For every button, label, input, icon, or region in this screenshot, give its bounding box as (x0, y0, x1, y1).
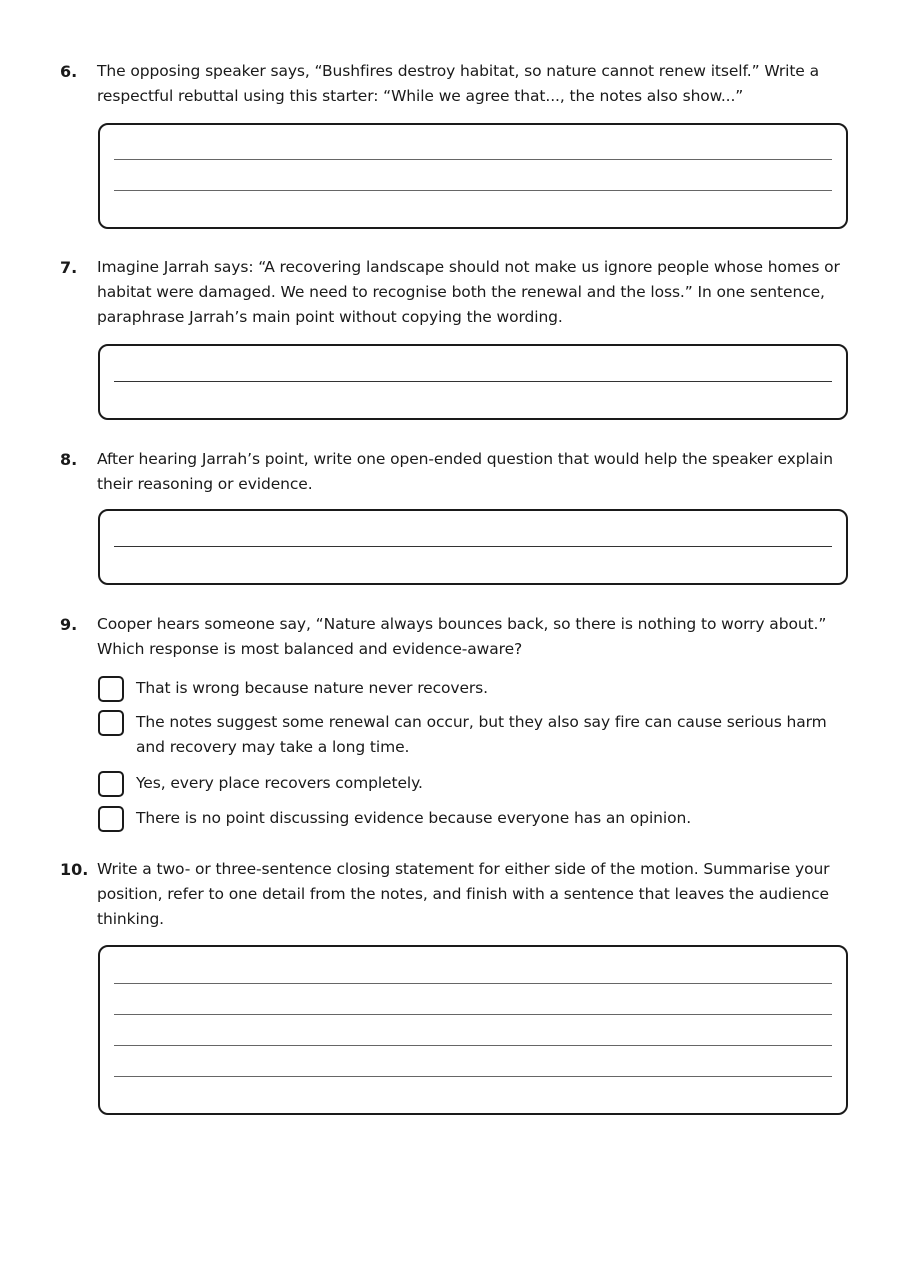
option-text: Yes, every place recovers completely. (136, 774, 423, 792)
answer-line (114, 1076, 832, 1077)
checkbox[interactable] (98, 806, 124, 832)
answer-line (114, 546, 832, 547)
option-text: There is no point discussing evidence because everyone has an opinion. (136, 809, 692, 827)
answer-line (114, 1045, 832, 1046)
question-text: Cooper hears someone say, “Nature always bounces back, so there is nothing to worry about.” Which response is most balanced and evidence-aware? (97, 615, 827, 658)
question-number: 10. (60, 860, 89, 879)
checkbox[interactable] (98, 676, 124, 702)
answer-box-8[interactable] (98, 509, 848, 585)
answer-line (114, 381, 832, 382)
question-number: 6. (60, 62, 78, 81)
answer-box-10[interactable] (98, 945, 848, 1115)
question-text: Write a two- or three-sentence closing statement for either side of the motion. Summarise your position, refer to one detail from the notes, and finish with a sentence that leaves the audience thinking. (97, 860, 830, 928)
question-number: 9. (60, 615, 78, 634)
answer-box-6[interactable] (98, 123, 848, 229)
question-text: The opposing speaker says, “Bushfires destroy habitat, so nature cannot renew itself.” Write a respectful rebuttal using this starter: “While we agree that..., the notes also show...” (97, 62, 819, 105)
checkbox[interactable] (98, 771, 124, 797)
question-number: 8. (60, 450, 78, 469)
question-text: Imagine Jarrah says: “A recovering landscape should not make us ignore people whose homes or habitat were damaged. We need to recognise both the renewal and the loss.” In one sentence, paraphrase Jarrah’s main point without copying the wording. (97, 258, 840, 326)
checkbox[interactable] (98, 710, 124, 736)
answer-line (114, 190, 832, 191)
option-text: The notes suggest some renewal can occur, but they also say fire can cause serious harm and recovery may take a long time. (136, 713, 827, 756)
answer-line (114, 159, 832, 160)
question-number: 7. (60, 258, 78, 277)
question-text: After hearing Jarrah’s point, write one open-ended question that would help the speaker explain their reasoning or evidence. (97, 450, 833, 493)
answer-line (114, 1014, 832, 1015)
answer-line (114, 983, 832, 984)
option-text: That is wrong because nature never recovers. (136, 679, 488, 697)
answer-box-7[interactable] (98, 344, 848, 420)
